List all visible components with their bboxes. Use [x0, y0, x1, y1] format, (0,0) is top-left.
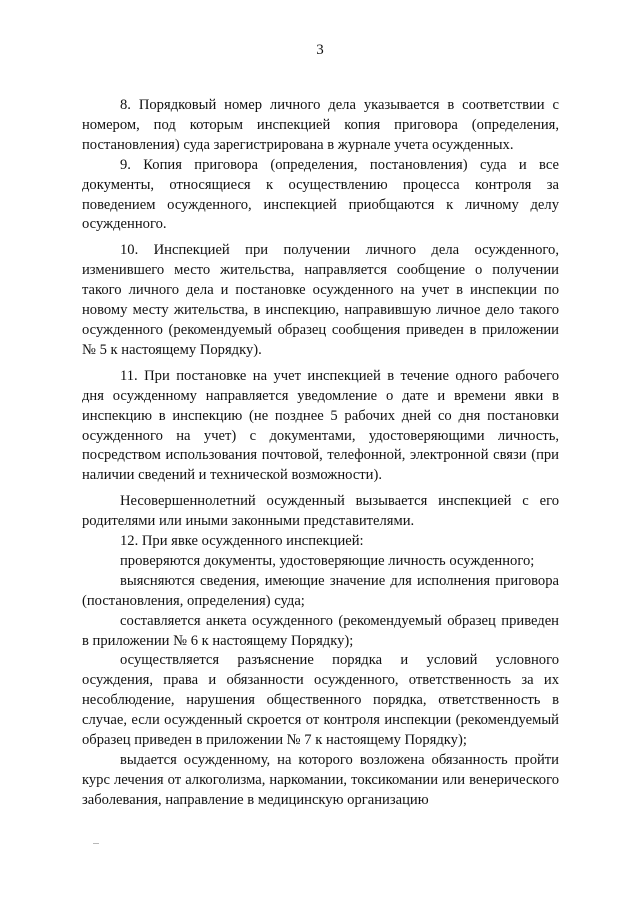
list-item-questionnaire: составляется анкета осужденного (рекомендуемый образец приведен в приложении № 6 к настоящему Порядку); [82, 612, 559, 649]
list-item-information: выясняются сведения, имеющие значение для исполнения приговора (постановления, определения) суда; [82, 572, 559, 609]
paragraph-12: 12. При явке осужденного инспекцией: [120, 533, 364, 550]
list-item-documents: проверяются документы, удостоверяющие личность осужденного; [120, 552, 535, 569]
paragraph-minor-convict: Несовершеннолетний осужденный вызывается инспекцией с его родителями или иными законными представителями. [82, 493, 559, 530]
list-item-referral: выдается осужденному, на которого возложена обязанность пройти курс лечения от алкоголизма, наркомании, токсикомании или венерического заболевания, направление в медицинскую организацию [82, 752, 559, 808]
paragraph-10: 10. Инспекцией при получении личного дела осужденного, изменившего место жительства, направляется сообщение о получении такого личного дела и постановке осужденного на учет в инспекции по новому месту жительства, в инспекцию, направившую личное дело такого осужденного (рекомендуемый образец сообщения приведен в приложении № 5 к настоящему Порядку). [82, 242, 559, 358]
paragraph-11: 11. При постановке на учет инспекцией в течение одного рабочего дня осужденному направляется уведомление о дате и времени явки в инспекцию в инспекцию (не позднее 5 рабочих дней со дня постановки осужденного на учет) с документами, удостоверяющими личность, посредством использования почтовой, телефонной, электронной связи (при наличии сведений и технической возможности). [82, 367, 559, 484]
scan-artifact [93, 843, 99, 844]
page-number: 3 [316, 42, 324, 58]
document-body [82, 96, 559, 811]
paragraph-9: 9. Копия приговора (определения, постановления) суда и все документы, относящиеся к осуществлению процесса контроля за поведением осужденного, инспекцией приобщаются к личному делу осужденного. [82, 156, 559, 233]
paragraph-8: 8. Порядковый номер личного дела указывается в соответствии с номером, под которым инспекцией копия приговора (определения, постановления) суда зарегистрирована в журнале учета осужденных. [82, 97, 559, 153]
list-item-explanation: осуществляется разъяснение порядка и условий условного осуждения, права и обязанности осужденного, ответственность за их несоблюдение, нарушения общественного порядка, ответственность в случае, если осужденный скроется от контроля инспекции (рекомендуемый образец приведен в приложении № 7 к настоящему Порядку); [82, 652, 559, 749]
